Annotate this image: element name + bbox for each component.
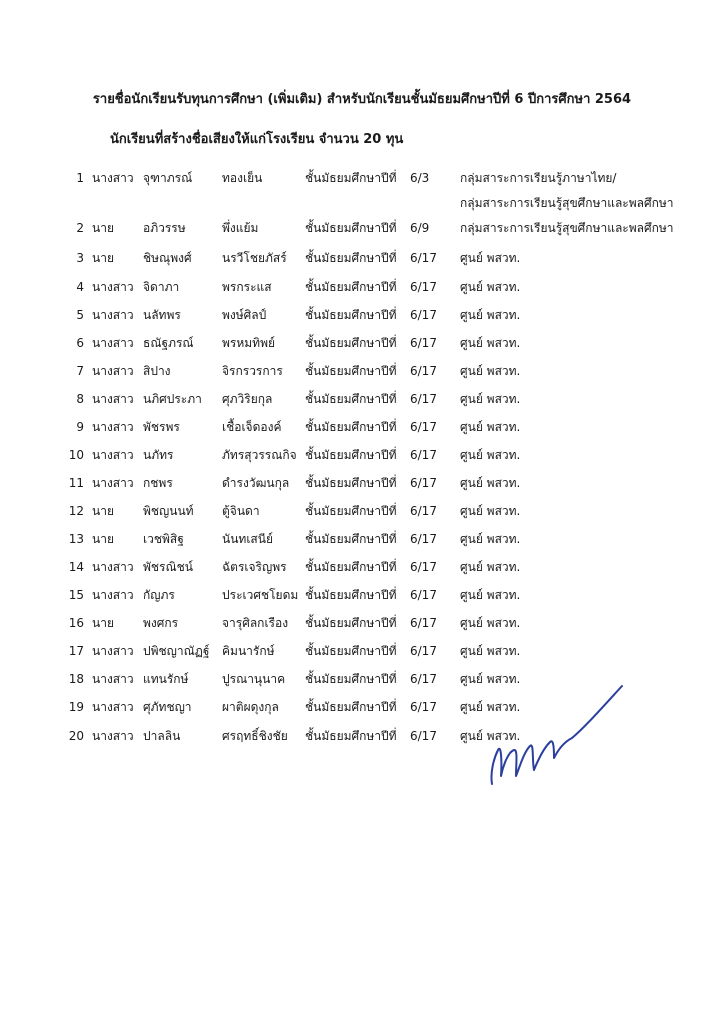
first-name: ปาลลิน [143,729,181,743]
name-prefix: นาย [92,221,114,235]
last-name: ดำรงวัฒนกุล [222,476,290,490]
class-room: 6/17 [410,308,437,322]
name-prefix: นาย [92,251,114,265]
last-name: ทองเย็น [222,171,263,185]
grade-level: ชั้นมัธยมศึกษาปีที่ [305,448,397,462]
first-name: กชพร [143,476,173,490]
table-row [0,417,724,437]
last-name: พึ่งแย้ม [222,221,259,235]
first-name: พิชญนนท์ [143,504,194,518]
last-name: ผาติผดุงกุล [222,700,279,714]
row-number: 14 [68,560,84,574]
class-room: 6/17 [410,364,437,378]
first-name: พัชรพร [143,420,180,434]
row-number: 17 [68,644,84,658]
learning-group: ศูนย์ พสวท. [460,616,521,630]
name-prefix: นางสาว [92,171,134,185]
name-prefix: นาย [92,532,114,546]
row-number: 1 [76,171,84,185]
table-row [0,473,724,493]
class-room: 6/17 [410,644,437,658]
learning-group: ศูนย์ พสวท. [460,476,521,490]
name-prefix: นางสาว [92,364,134,378]
name-prefix: นางสาว [92,420,134,434]
table-row [0,361,724,381]
grade-level: ชั้นมัธยมศึกษาปีที่ [305,616,397,630]
last-name: พรกระแส [222,280,272,294]
grade-level: ชั้นมัธยมศึกษาปีที่ [305,364,397,378]
name-prefix: นางสาว [92,700,134,714]
row-number: 8 [76,392,84,406]
grade-level: ชั้นมัธยมศึกษาปีที่ [305,560,397,574]
learning-group: กลุ่มสาระการเรียนรู้สุขศึกษาและพลศึกษา [460,221,674,235]
name-prefix: นางสาว [92,392,134,406]
table-row [0,389,724,409]
class-room: 6/17 [410,420,437,434]
row-number: 3 [76,251,84,265]
learning-group-continued: กลุ่มสาระการเรียนรู้สุขศึกษาและพลศึกษา [460,196,674,210]
learning-group: ศูนย์ พสวท. [460,700,521,714]
row-number: 7 [76,364,84,378]
row-number: 9 [76,420,84,434]
row-number: 4 [76,280,84,294]
last-name: ตู้จินดา [222,504,260,518]
name-prefix: นางสาว [92,476,134,490]
learning-group: ศูนย์ พสวท. [460,560,521,574]
name-prefix: นางสาว [92,280,134,294]
document-subtitle: นักเรียนที่สร้างชื่อเสียงให้แก่โรงเรียน จำนวน 20 ทุน [110,132,404,147]
name-prefix: นาย [92,504,114,518]
name-prefix: นางสาว [92,448,134,462]
learning-group: ศูนย์ พสวท. [460,364,521,378]
name-prefix: นางสาว [92,588,134,602]
last-name: นันทเสนีย์ [222,532,273,546]
grade-level: ชั้นมัธยมศึกษาปีที่ [305,171,397,185]
first-name: เวชพิสิฐ [143,532,184,546]
learning-group: ศูนย์ พสวท. [460,504,521,518]
name-prefix: นางสาว [92,560,134,574]
first-name: กัญภร [143,588,175,602]
learning-group: ศูนย์ พสวท. [460,532,521,546]
table-row [0,333,724,353]
name-prefix: นางสาว [92,336,134,350]
learning-group: ศูนย์ พสวท. [460,672,521,686]
learning-group: ศูนย์ พสวท. [460,336,521,350]
row-number: 2 [76,221,84,235]
grade-level: ชั้นมัธยมศึกษาปีที่ [305,280,397,294]
table-row [0,529,724,549]
first-name: พงศกร [143,616,179,630]
last-name: พงษ์ศิลป์ [222,308,267,322]
name-prefix: นางสาว [92,672,134,686]
class-room: 6/17 [410,392,437,406]
table-row [0,613,724,633]
table-row [0,218,724,238]
row-number: 20 [68,729,84,743]
table-row [0,445,724,465]
table-row [0,557,724,577]
grade-level: ชั้นมัธยมศึกษาปีที่ [305,476,397,490]
class-room: 6/17 [410,504,437,518]
row-number: 18 [68,672,84,686]
first-name: จุฑาภรณ์ [143,171,193,185]
grade-level: ชั้นมัธยมศึกษาปีที่ [305,221,397,235]
class-room: 6/17 [410,700,437,714]
last-name: ปูรณานุนาค [222,672,286,686]
grade-level: ชั้นมัธยมศึกษาปีที่ [305,392,397,406]
class-room: 6/17 [410,336,437,350]
first-name: สิปาง [143,364,171,378]
grade-level: ชั้นมัธยมศึกษาปีที่ [305,644,397,658]
table-row [0,168,724,188]
first-name: ธณัฐภรณ์ [143,336,194,350]
class-room: 6/17 [410,476,437,490]
learning-group: ศูนย์ พสวท. [460,251,521,265]
last-name: เชื้อเจ็ดองค์ [222,420,282,434]
name-prefix: นางสาว [92,729,134,743]
first-name: ปพิชญาณัฏฐ์ [143,644,210,658]
table-row [0,277,724,297]
row-number: 15 [68,588,84,602]
last-name: ประเวศชโยดม [222,588,299,602]
learning-group: ศูนย์ พสวท. [460,588,521,602]
learning-group: ศูนย์ พสวท. [460,420,521,434]
table-row [0,501,724,521]
name-prefix: นางสาว [92,308,134,322]
first-name: แทนรักษ์ [143,672,189,686]
row-number: 10 [68,448,84,462]
class-room: 6/3 [410,171,430,185]
last-name: นรวีโชยภัสร์ [222,251,287,265]
row-number: 13 [68,532,84,546]
row-number: 11 [68,476,84,490]
learning-group: ศูนย์ พสวท. [460,729,521,743]
class-room: 6/17 [410,448,437,462]
grade-level: ชั้นมัธยมศึกษาปีที่ [305,308,397,322]
grade-level: ชั้นมัธยมศึกษาปีที่ [305,504,397,518]
learning-group: ศูนย์ พสวท. [460,308,521,322]
first-name: นลัทพร [143,308,181,322]
class-room: 6/17 [410,672,437,686]
row-number: 5 [76,308,84,322]
last-name: ภัทรสุวรรณกิจ [222,448,297,462]
table-row [0,641,724,661]
table-row [0,585,724,605]
class-room: 6/17 [410,729,437,743]
name-prefix: นางสาว [92,644,134,658]
row-number: 12 [68,504,84,518]
class-room: 6/17 [410,560,437,574]
first-name: อภิวรรษ [143,221,186,235]
class-room: 6/9 [410,221,430,235]
grade-level: ชั้นมัธยมศึกษาปีที่ [305,336,397,350]
learning-group: กลุ่มสาระการเรียนรู้ภาษาไทย/ [460,171,617,185]
class-room: 6/17 [410,588,437,602]
class-room: 6/17 [410,251,437,265]
grade-level: ชั้นมัธยมศึกษาปีที่ [305,588,397,602]
class-room: 6/17 [410,616,437,630]
last-name: ศุภวิริยกุล [222,392,273,406]
document-title: รายชื่อนักเรียนรับทุนการศึกษา (เพิ่มเติม) สำหรับนักเรียนชั้นมัธยมศึกษาปีที่ 6 ปีการศึกษา 2564 [92,92,632,107]
last-name: จิรกรวรการ [222,364,283,378]
grade-level: ชั้นมัธยมศึกษาปีที่ [305,532,397,546]
first-name: จิดาภา [143,280,180,294]
signature-icon [488,680,628,790]
row-number: 6 [76,336,84,350]
class-room: 6/17 [410,532,437,546]
learning-group: ศูนย์ พสวท. [460,448,521,462]
last-name: ศรฤทธิ์ชิงชัย [222,729,288,743]
learning-group: ศูนย์ พสวท. [460,644,521,658]
first-name: ชิษณุพงศ์ [143,251,192,265]
first-name: นภัทร [143,448,174,462]
grade-level: ชั้นมัธยมศึกษาปีที่ [305,729,397,743]
learning-group: ศูนย์ พสวท. [460,392,521,406]
table-row [0,248,724,268]
table-row [0,305,724,325]
first-name: พัชรณิชน์ [143,560,193,574]
name-prefix: นาย [92,616,114,630]
row-number: 16 [68,616,84,630]
first-name: นภิศประภา [143,392,202,406]
last-name: จารุศิลกเรือง [222,616,289,630]
class-room: 6/17 [410,280,437,294]
grade-level: ชั้นมัธยมศึกษาปีที่ [305,700,397,714]
grade-level: ชั้นมัธยมศึกษาปีที่ [305,672,397,686]
last-name: ฉัตรเจริญพร [222,560,287,574]
grade-level: ชั้นมัธยมศึกษาปีที่ [305,251,397,265]
row-number: 19 [68,700,84,714]
last-name: พรหมทิพย์ [222,336,276,350]
learning-group: ศูนย์ พสวท. [460,280,521,294]
last-name: คิมนารักษ์ [222,644,275,658]
grade-level: ชั้นมัธยมศึกษาปีที่ [305,420,397,434]
first-name: ศุภัทชญา [143,700,192,714]
